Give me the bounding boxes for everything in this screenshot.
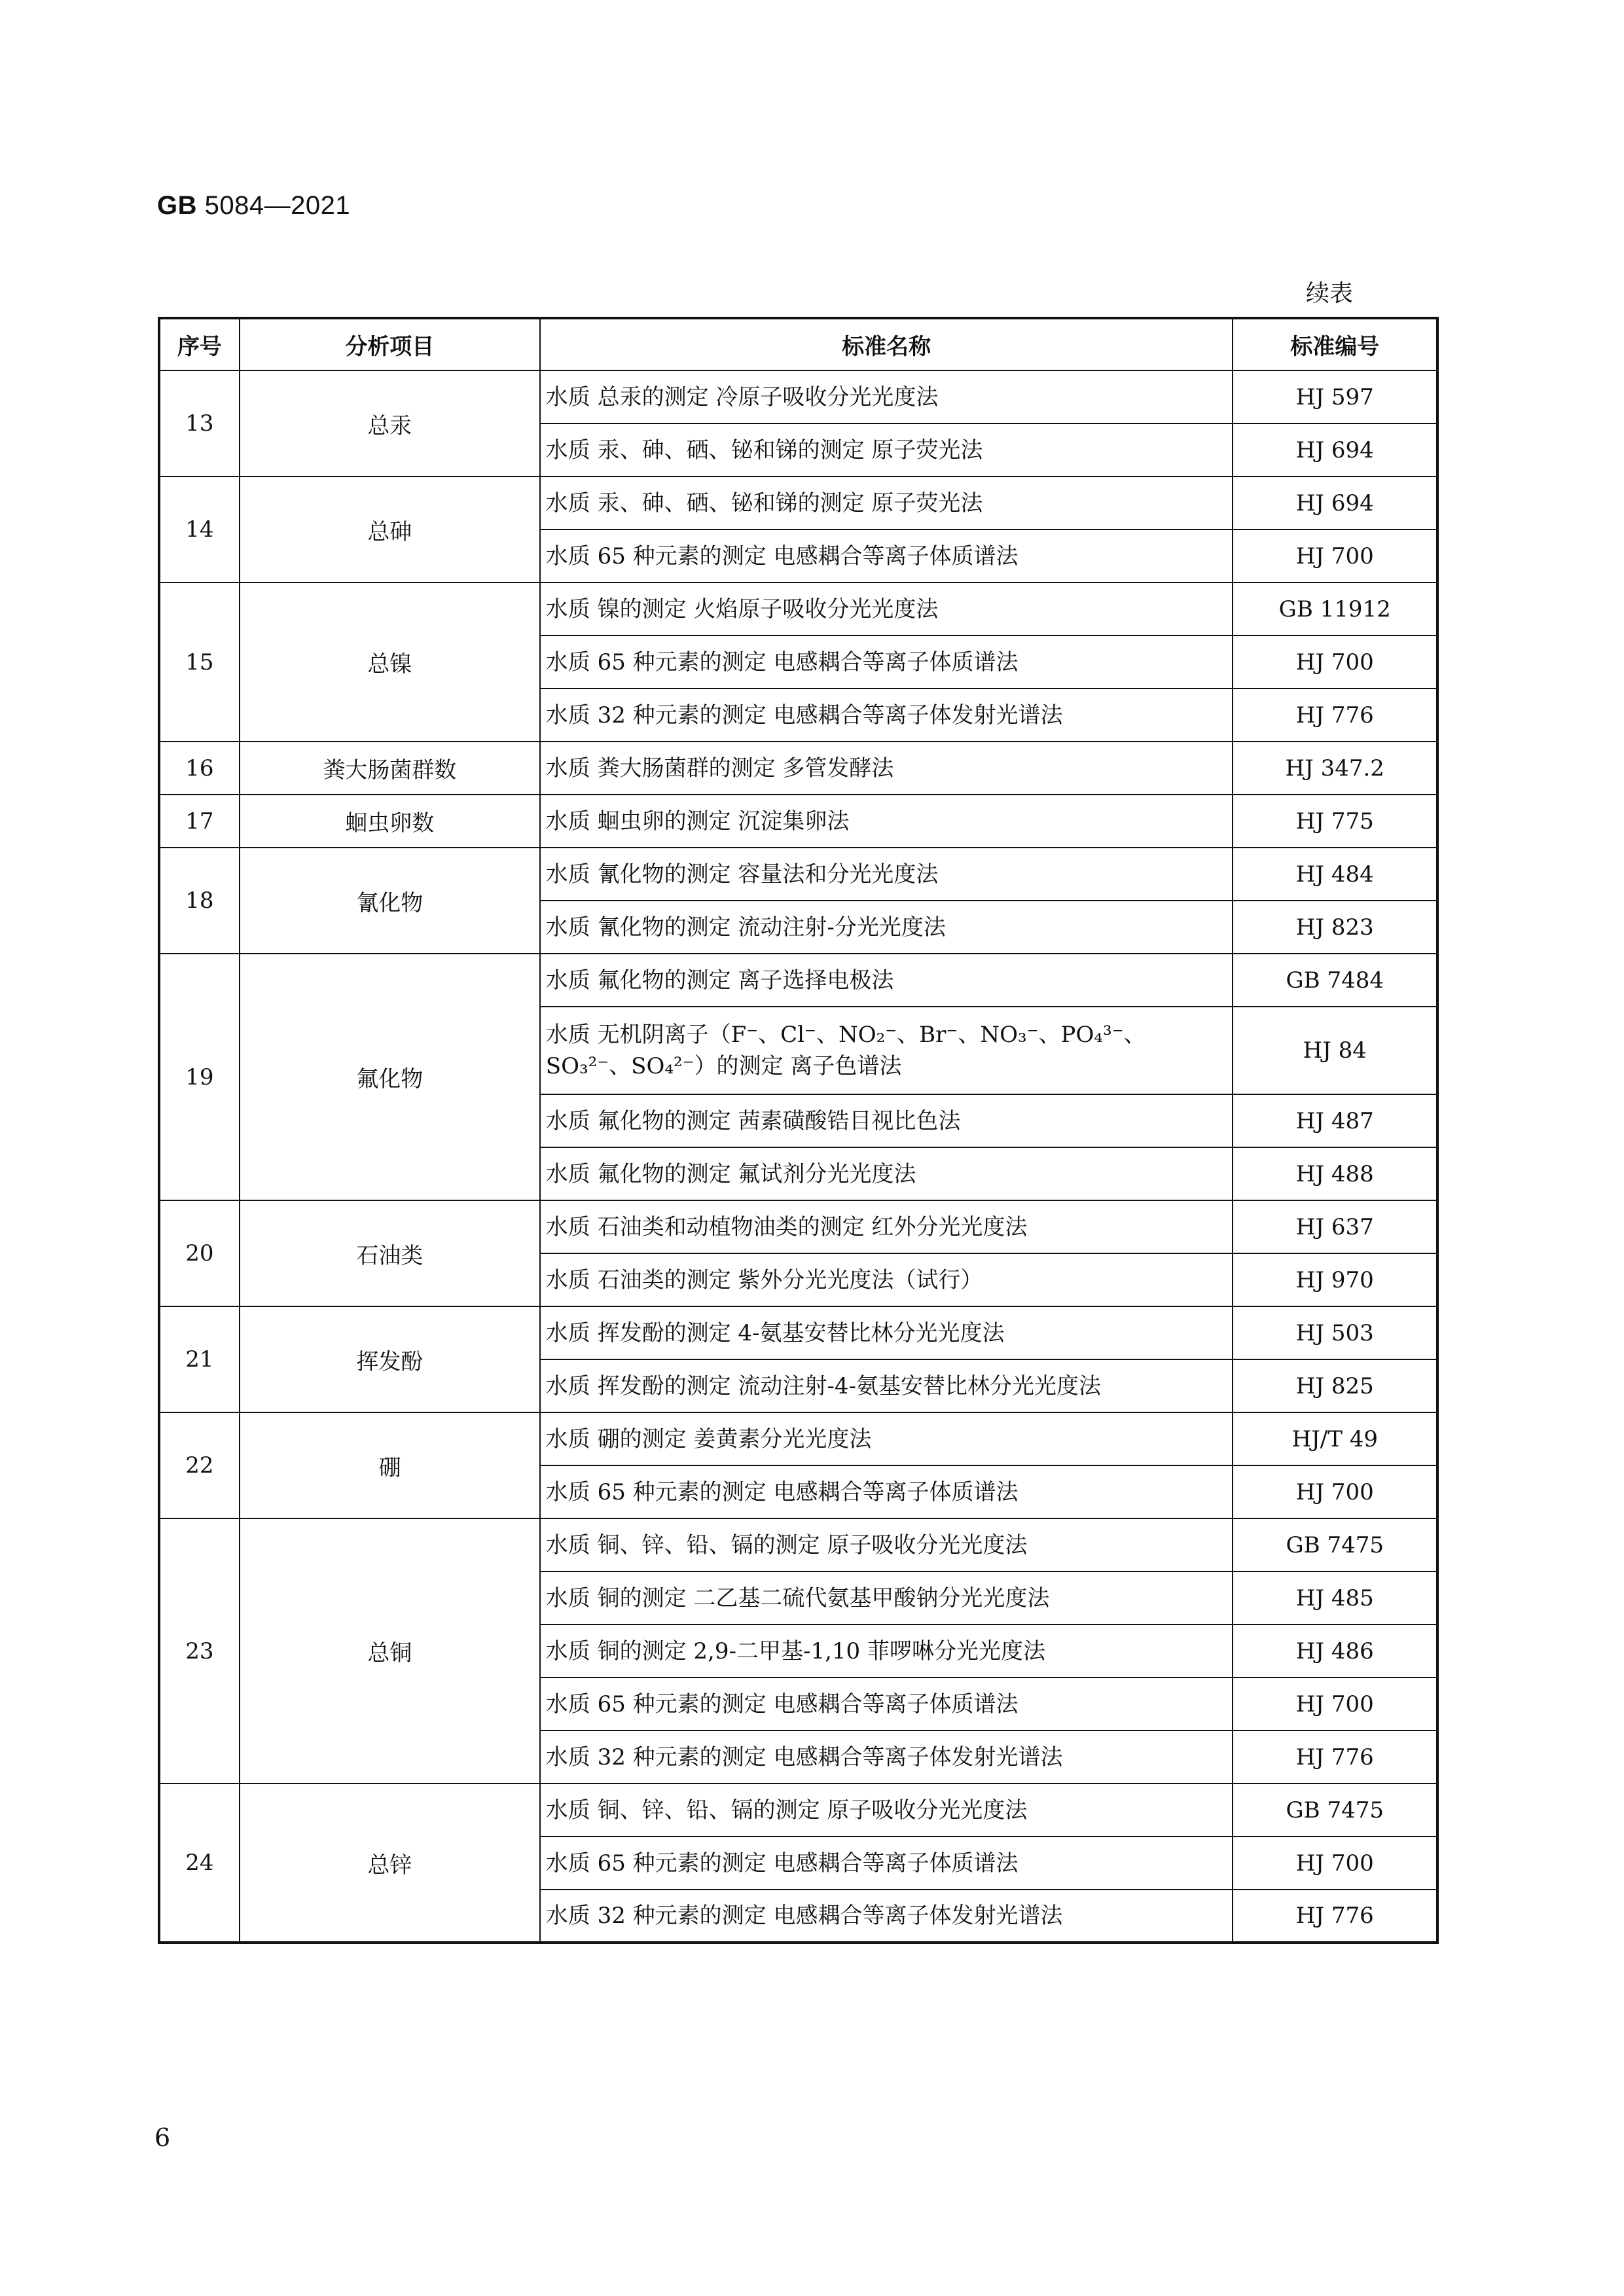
standard-code-cell: GB 11912 bbox=[1233, 583, 1437, 636]
table-row bbox=[159, 476, 1437, 529]
standard-name-cell: 水质 32 种元素的测定 电感耦合等离子体发射光谱法 bbox=[540, 1731, 1233, 1784]
standard-name-cell: 水质 铜的测定 二乙基二硫代氨基甲酸钠分光光度法 bbox=[540, 1571, 1233, 1624]
header-serial-no: 序号 bbox=[159, 318, 240, 370]
standard-code-cell: GB 7484 bbox=[1233, 954, 1437, 1007]
serial-number-cell: 18 bbox=[159, 848, 240, 954]
table-row bbox=[159, 1412, 1437, 1465]
standard-code-cell: HJ 694 bbox=[1233, 423, 1437, 476]
standard-code-cell: HJ 487 bbox=[1233, 1094, 1437, 1147]
standard-name-cell: 水质 65 种元素的测定 电感耦合等离子体质谱法 bbox=[540, 1837, 1233, 1890]
standard-name-cell: 水质 汞、砷、硒、铋和锑的测定 原子荧光法 bbox=[540, 476, 1233, 529]
serial-number-cell: 23 bbox=[159, 1518, 240, 1784]
standard-name-cell: 水质 铜的测定 2,9-二甲基-1,10 菲啰啉分光光度法 bbox=[540, 1624, 1233, 1677]
standard-name-cell: 水质 65 种元素的测定 电感耦合等离子体质谱法 bbox=[540, 1677, 1233, 1731]
standard-code-cell: HJ 825 bbox=[1233, 1359, 1437, 1412]
table-row bbox=[159, 742, 1437, 795]
standard-name-cell: 水质 氟化物的测定 茜素磺酸锆目视比色法 bbox=[540, 1094, 1233, 1147]
serial-number-cell: 21 bbox=[159, 1306, 240, 1412]
standard-name-cell: 水质 挥发酚的测定 流动注射-4-氨基安替比林分光光度法 bbox=[540, 1359, 1233, 1412]
standard-code-cell: HJ 700 bbox=[1233, 1677, 1437, 1731]
table-row bbox=[159, 1306, 1437, 1359]
standard-name-cell: 水质 无机阴离子（F⁻、Cl⁻、NO₂⁻、Br⁻、NO₃⁻、PO₄³⁻、SO₃²⁻、SO₄²⁻）的测定 离子色谱法 bbox=[540, 1007, 1233, 1094]
serial-number-cell: 19 bbox=[159, 954, 240, 1200]
standard-code-cell: HJ 775 bbox=[1233, 795, 1437, 848]
serial-number-cell: 17 bbox=[159, 795, 240, 848]
table-row bbox=[159, 848, 1437, 901]
standard-code-cell: GB 7475 bbox=[1233, 1518, 1437, 1571]
standard-name-cell: 水质 镍的测定 火焰原子吸收分光光度法 bbox=[540, 583, 1233, 636]
standard-name-cell: 水质 氰化物的测定 容量法和分光光度法 bbox=[540, 848, 1233, 901]
standard-code-cell: HJ 84 bbox=[1233, 1007, 1437, 1094]
standard-name-cell: 水质 32 种元素的测定 电感耦合等离子体发射光谱法 bbox=[540, 1890, 1233, 1943]
analysis-item-cell: 氰化物 bbox=[240, 848, 540, 954]
standard-code-cell: HJ 347.2 bbox=[1233, 742, 1437, 795]
standard-code-cell: HJ 637 bbox=[1233, 1200, 1437, 1253]
table-row bbox=[159, 1200, 1437, 1253]
standard-name-cell: 水质 氟化物的测定 氟试剂分光光度法 bbox=[540, 1147, 1233, 1200]
table-row bbox=[159, 795, 1437, 848]
table-row bbox=[159, 954, 1437, 1007]
standard-code-cell: HJ 970 bbox=[1233, 1253, 1437, 1306]
serial-number-cell: 16 bbox=[159, 742, 240, 795]
standard-name-cell: 水质 32 种元素的测定 电感耦合等离子体发射光谱法 bbox=[540, 689, 1233, 742]
standard-code-cell: HJ 485 bbox=[1233, 1571, 1437, 1624]
serial-number-cell: 14 bbox=[159, 476, 240, 583]
serial-number-cell: 20 bbox=[159, 1200, 240, 1306]
standard-code-cell: HJ 694 bbox=[1233, 476, 1437, 529]
standard-code-cell: HJ 484 bbox=[1233, 848, 1437, 901]
standard-name-cell: 水质 粪大肠菌群的测定 多管发酵法 bbox=[540, 742, 1233, 795]
analysis-item-cell: 总汞 bbox=[240, 370, 540, 476]
table-header-row bbox=[159, 318, 1437, 370]
table-row bbox=[159, 1784, 1437, 1837]
analysis-item-cell: 硼 bbox=[240, 1412, 540, 1518]
standard-name-cell: 水质 65 种元素的测定 电感耦合等离子体质谱法 bbox=[540, 636, 1233, 689]
document-code-number: 5084—2021 bbox=[197, 191, 351, 220]
header-analysis-item: 分析项目 bbox=[240, 318, 540, 370]
standard-name-cell: 水质 65 种元素的测定 电感耦合等离子体质谱法 bbox=[540, 1465, 1233, 1518]
standard-code-cell: HJ 700 bbox=[1233, 529, 1437, 583]
standard-code-cell: GB 7475 bbox=[1233, 1784, 1437, 1837]
standards-table bbox=[158, 317, 1439, 1944]
standard-name-cell: 水质 蛔虫卵的测定 沉淀集卵法 bbox=[540, 795, 1233, 848]
standard-name-cell: 水质 氟化物的测定 离子选择电极法 bbox=[540, 954, 1233, 1007]
serial-number-cell: 15 bbox=[159, 583, 240, 742]
standard-code-cell: HJ 503 bbox=[1233, 1306, 1437, 1359]
analysis-item-cell: 总铜 bbox=[240, 1518, 540, 1784]
table-body bbox=[159, 370, 1437, 1943]
standard-name-cell: 水质 硼的测定 姜黄素分光光度法 bbox=[540, 1412, 1233, 1465]
standard-code-cell: HJ 776 bbox=[1233, 1890, 1437, 1943]
document-code-prefix: GB bbox=[157, 191, 197, 220]
standard-code-cell: HJ 776 bbox=[1233, 1731, 1437, 1784]
analysis-item-cell: 蛔虫卵数 bbox=[240, 795, 540, 848]
standard-code-cell: HJ 823 bbox=[1233, 901, 1437, 954]
document-code bbox=[157, 191, 350, 221]
analysis-item-cell: 总镍 bbox=[240, 583, 540, 742]
standard-name-cell: 水质 铜、锌、铅、镉的测定 原子吸收分光光度法 bbox=[540, 1784, 1233, 1837]
standard-name-cell: 水质 石油类的测定 紫外分光光度法（试行） bbox=[540, 1253, 1233, 1306]
standard-code-cell: HJ 597 bbox=[1233, 370, 1437, 423]
standard-code-cell: HJ 488 bbox=[1233, 1147, 1437, 1200]
analysis-item-cell: 总锌 bbox=[240, 1784, 540, 1943]
standard-name-cell: 水质 总汞的测定 冷原子吸收分光光度法 bbox=[540, 370, 1233, 423]
standard-code-cell: HJ 700 bbox=[1233, 1837, 1437, 1890]
table-row bbox=[159, 370, 1437, 423]
analysis-item-cell: 粪大肠菌群数 bbox=[240, 742, 540, 795]
standard-name-cell: 水质 挥发酚的测定 4-氨基安替比林分光光度法 bbox=[540, 1306, 1233, 1359]
standard-name-cell: 水质 氰化物的测定 流动注射-分光光度法 bbox=[540, 901, 1233, 954]
header-standard-code: 标准编号 bbox=[1233, 318, 1437, 370]
serial-number-cell: 22 bbox=[159, 1412, 240, 1518]
standard-name-cell: 水质 汞、砷、硒、铋和锑的测定 原子荧光法 bbox=[540, 423, 1233, 476]
standard-code-cell: HJ 776 bbox=[1233, 689, 1437, 742]
continued-table-label: 续表 bbox=[1306, 280, 1354, 307]
standard-code-cell: HJ 700 bbox=[1233, 1465, 1437, 1518]
standard-name-cell: 水质 石油类和动植物油类的测定 红外分光光度法 bbox=[540, 1200, 1233, 1253]
standard-name-cell: 水质 铜、锌、铅、镉的测定 原子吸收分光光度法 bbox=[540, 1518, 1233, 1571]
analysis-item-cell: 挥发酚 bbox=[240, 1306, 540, 1412]
serial-number-cell: 24 bbox=[159, 1784, 240, 1943]
analysis-item-cell: 石油类 bbox=[240, 1200, 540, 1306]
standard-code-cell: HJ 486 bbox=[1233, 1624, 1437, 1677]
standard-code-cell: HJ/T 49 bbox=[1233, 1412, 1437, 1465]
header-standard-name: 标准名称 bbox=[540, 318, 1233, 370]
table-row bbox=[159, 583, 1437, 636]
serial-number-cell: 13 bbox=[159, 370, 240, 476]
table-row bbox=[159, 1518, 1437, 1571]
standard-name-cell: 水质 65 种元素的测定 电感耦合等离子体质谱法 bbox=[540, 529, 1233, 583]
standard-code-cell: HJ 700 bbox=[1233, 636, 1437, 689]
page-number: 6 bbox=[154, 2123, 171, 2152]
analysis-item-cell: 氟化物 bbox=[240, 954, 540, 1200]
analysis-item-cell: 总砷 bbox=[240, 476, 540, 583]
